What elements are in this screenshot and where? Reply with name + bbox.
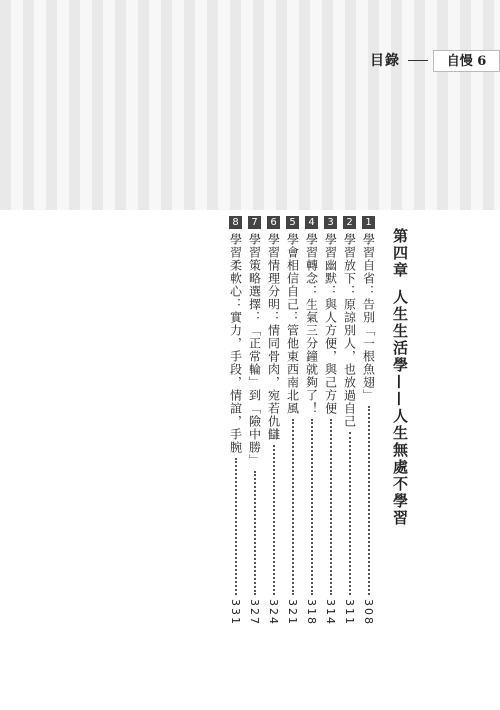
toc-entry[interactable] [324,216,337,626]
entry-title: 學習柔軟心：實力，手段，情誼，手腕 [228,233,243,454]
toc-entry[interactable] [229,216,242,626]
dot-leader [272,445,275,595]
chapter-number: 第四章 [391,228,409,279]
entry-number-badge: 4 [305,216,318,229]
toc-entry[interactable] [286,216,299,626]
entry-number-badge: 2 [343,216,356,229]
entry-page: 318 [305,599,318,626]
decorative-striped-banner [0,0,500,210]
entry-page: 314 [324,599,337,626]
toc-entry[interactable] [343,216,356,626]
entry-title: 學習幽默：與人方便，與己方便 [323,233,338,415]
entry-title: 學習轉念：生氣三分鐘就夠了！ [304,233,319,415]
entry-title: 學習策略選擇：「正常輪」到「險中勝」 [247,233,262,467]
entry-page: 321 [286,599,299,626]
entry-page: 331 [229,599,242,626]
entry-title: 學習情理分明：情同骨肉，宛若仇讎 [266,233,281,441]
entry-number-badge: 6 [267,216,280,229]
entry-page: 327 [248,599,261,626]
dot-leader [348,432,351,595]
entry-title: 學會相信自己：管他東西南北風 [285,233,300,415]
chapter-heading [392,228,407,527]
dot-leader [234,458,237,595]
entry-number-badge: 5 [286,216,299,229]
dot-leader [329,419,332,595]
book-title-tab: 自慢 6 [433,50,500,72]
entry-number-badge: 8 [229,216,242,229]
toc-entry[interactable] [267,216,280,626]
entry-title: 學習放下：原諒別人，也放過自己 [342,233,357,428]
toc-entry[interactable] [362,216,375,626]
entry-number-badge: 1 [362,216,375,229]
entry-page: 311 [343,599,356,626]
entry-number-badge: 3 [324,216,337,229]
entry-number-badge: 7 [248,216,261,229]
entry-page: 308 [362,599,375,626]
entry-title: 學習自省：告別「一根魚翅」 [361,233,376,402]
chapter-title: 人生生活學——人生無處不學習 [391,289,409,527]
dot-leader [291,419,294,595]
toc-entry[interactable] [305,216,318,626]
dot-leader [367,406,370,595]
header-rule [408,60,428,61]
page-header [370,50,500,72]
toc-entry[interactable] [248,216,261,626]
dot-leader [253,471,256,595]
toc-label: 目錄 [370,53,400,69]
entry-page: 324 [267,599,280,626]
dot-leader [310,419,313,595]
